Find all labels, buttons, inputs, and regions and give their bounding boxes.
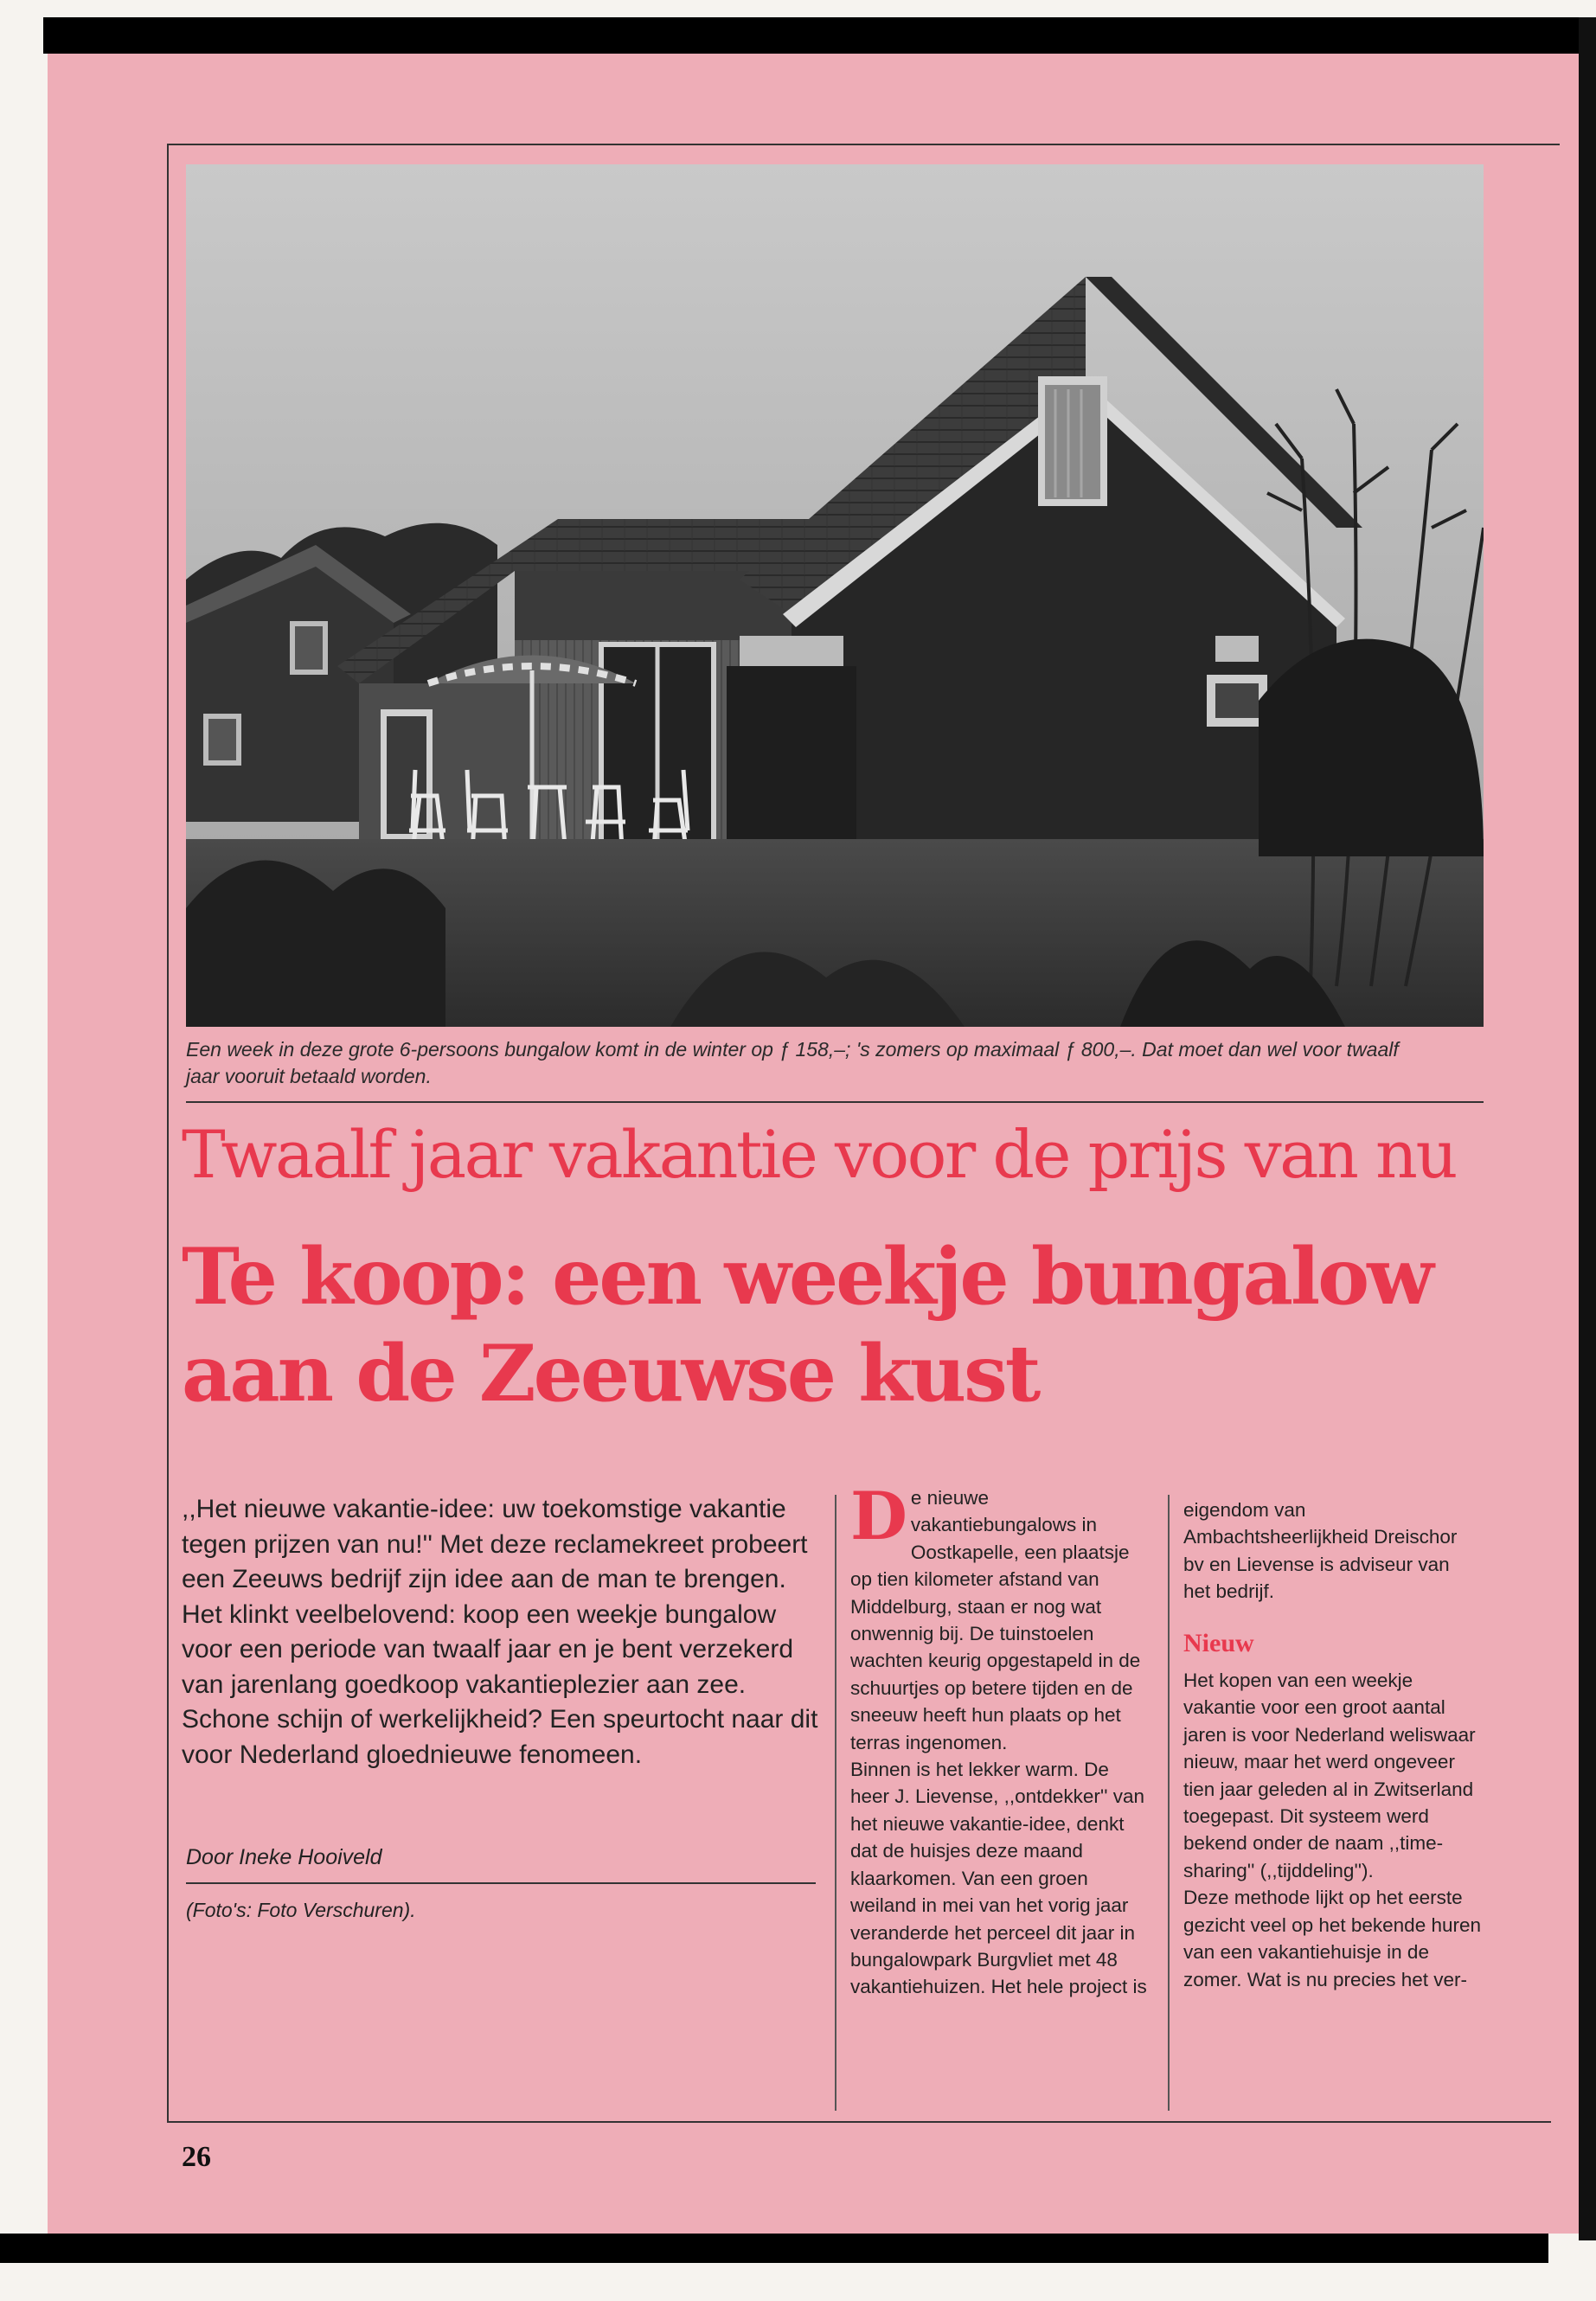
article-intro: ,,Het nieuwe vakantie-idee: uw toekomstige vakantie tegen prijzen van nu!'' Met deze reclamekreet probeert een Zeeuws bedrijf zijn idee aan de man te brengen. Het klinkt veelbelovend: koop een weekje bungalow voor een periode van twaalf jaar en je bent verzekerd van jarenlang goedkoop vakantieplezier aan zee. Schone schijn of werkelijkheid? Een speurtocht naar dit voor Nederland gloednieuwe fenomeen. [182, 1495, 818, 1769]
column-divider [835, 1495, 836, 2111]
page-number: 26 [182, 2141, 211, 2173]
frame-rule-top [167, 144, 1560, 145]
scan-border-right [1579, 17, 1596, 2266]
byline: Door Ineke Hooiveld [186, 1845, 382, 1869]
article-headline [182, 1228, 1462, 1422]
article-column-2 [850, 1477, 1149, 2001]
article-paragraph [850, 1477, 1149, 1756]
caption-rule [186, 1101, 1484, 1103]
scan-border-top [43, 17, 1596, 54]
article-paragraph: eigendom van Ambachtsheerlijkheid Dreischor bv en Lievense is adviseur van het bedrijf. [1183, 1499, 1458, 1603]
photo-credit: (Foto's: Foto Verschuren). [186, 1899, 416, 1921]
scan-border-bottom [0, 2234, 1548, 2263]
bungalow-photo [186, 164, 1484, 1027]
article-column-3 [1183, 1497, 1482, 1993]
photo-caption: Een week in deze grote 6-persoons bungalow komt in de winter op ƒ 158,–; 's zomers op maximaal ƒ 800,–. Dat moet dan wel voor twaalf jaar vooruit betaald worden. [186, 1038, 1399, 1087]
headline-line-2: aan de Zeeuwse kust [182, 1328, 1039, 1420]
section-subhead: Nieuw [1183, 1628, 1254, 1657]
paragraph-text: e nieuwe vakantiebungalows in Oostkapelle, een plaatsje op tien kilometer afstand van Middelburg, staan er nog wat onwennig bij. De tuinstoelen wachten keurig opgestapeld in de schuurtjes op betere tijden en de sneeuw heeft hun plaats op het terras ingenomen. [850, 1487, 1141, 1753]
drop-cap: D [850, 1477, 907, 1554]
byline-rule [186, 1882, 816, 1884]
frame-rule-bottom [167, 2121, 1551, 2123]
frame-rule-left [167, 144, 169, 2123]
column-divider [1168, 1495, 1170, 2111]
article-kicker: Twaalf jaar vakantie voor de prijs van nu [182, 1116, 1456, 1193]
article-paragraph: Het kopen van een weekje vakantie voor een groot aantal jaren is voor Nederland weliswaar nieuw, maar het werd ongeveer tien jaar geleden al in Zwitserland toegepast. Dit systeem werd bekend onder de naam ,,time-sharing'' (,,tijddeling''). [1183, 1670, 1476, 1881]
article-paragraph: Deze methode lijkt op het eerste gezicht veel op het bekende huren van een vakantiehuisje in de zomer. Wat is nu precies het ver- [1183, 1887, 1482, 1990]
headline-line-1: Te koop: een weekje bungalow [182, 1231, 1432, 1323]
article-paragraph: Binnen is het lekker warm. De heer J. Lievense, ,,ontdekker'' van het nieuwe vakantie-idee, denkt dat de huisjes deze maand klaarkomen. Van een groen weiland in mei van het vorig jaar veranderde het perceel dit jaar in bungalowpark Burgvliet met 48 vakantiehuizen. Het hele project is [850, 1759, 1147, 1998]
